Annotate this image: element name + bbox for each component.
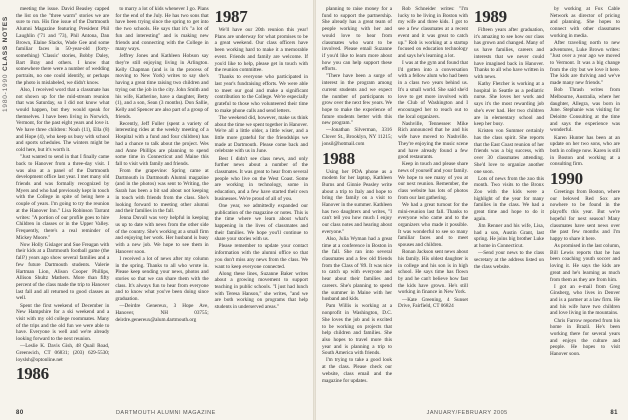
class-year-heading: 1988: [322, 148, 355, 168]
left-column-2: [115, 6, 208, 384]
right-column-1: [322, 6, 392, 385]
class-note-paragraph: Karen Hunter has been at an update on her two sons, who are both in college now. Karen is still in Boston and working at a consulting firm.: [550, 134, 620, 168]
class-note-paragraph: Please remember to update your contact information with the alumni office so that you don't miss any news from the class. We want to keep everyone connected.: [214, 243, 308, 270]
right-column-3: [474, 6, 544, 385]
left-column-3: [215, 6, 308, 384]
side-label: [2, 16, 13, 396]
page-number-right: 81: [610, 410, 618, 416]
class-note-paragraph: Also, Julia Wyman had a great time at a conference in Boston in the fall. She ran into several classmates and a few old friends from the Class of '89. It was nice to catch up with everyone and hear about their families and careers. She's planning to spend the summer in Maine with her husband and kids.: [322, 235, 392, 303]
class-note-paragraph: Kathy Fletcher is working at a hospital in Seattle as a pediatric nurse. She loves her work and says it's the most rewarding job she's ever had. Her two children are in elementary school and keep her busy.: [474, 81, 544, 128]
side-label-years: 1980-1990: [2, 73, 9, 112]
right-columns: [322, 6, 620, 385]
page-number-left: 80: [16, 410, 24, 416]
class-note-paragraph: —Deirdre Genereux, 3 Hope Ave, Hanover, NH 03755; deirdre.genereux@alum.dartmouth.org: [115, 303, 209, 323]
class-note-paragraph: Keep in touch and please share news of yourself and your family. We hope to see many of you at our next reunion. Remember, the class website has lots of photos from our last gathering.: [398, 161, 468, 201]
class-note-paragraph: —Jonathan Silverman, 3316 Clover St., Brooklyn, NY 11215; jonsil@hotmail.com: [322, 127, 392, 147]
publication-name: DARTMOUTH ALUMNI MAGAZINE: [115, 410, 216, 416]
class-note-paragraph: Nashville, Tennessee: Mike Rich announced that he and his wife have moved to Nashville. They're enjoying the music scene and have already found a few good restaurants.: [398, 120, 468, 161]
class-note-paragraph: Recently, Jeff Fuller (spent a variety of interesting rides at the weekly meeting of a Hospital with a fund and four children) has had a chance to talk about the project. Wes and Anne Phillips are planning to spend some time in Connecticut and Maine this fall to visit with family and friends.: [115, 120, 209, 167]
class-note-paragraph: Greetings from Boston, where our beloved Red Sox are nowhere to be found in the playoffs this year. But we're hopeful for next season! Many classmates have sent news over the past few months and I'm happy to share it here.: [550, 189, 620, 242]
class-note-paragraph: Rob Schneider writes: "I'm lucky to be living in Boston with my wife and three kids. I got to see a few classmates at a recent event and it was great to catch up." Rob is working at a startup focused on education technology and says he's learning a lot.: [398, 6, 468, 59]
left-columns: [16, 6, 308, 384]
class-note-paragraph: Now Holly Gislager and Sue Freagan with their kids at a Dartmouth football game (the fall?) years ago show several families and a few future Dartmouth students. Valerie Hartman Lion, Alison Cooper Phillips, Allison Shultz Mathers. More than fifty percent of the class made the trip to Hanover last fall and all returned to good classes as well.: [16, 241, 110, 302]
class-note-paragraph: —Kate Greening, 4 Sunset Drive, Fairfield, CT 06824: [398, 296, 468, 310]
class-note-paragraph: —Send your news to the class secretary at the address listed on the class website.: [474, 250, 544, 270]
class-note-paragraph: After traveling north to new adventures, Luke Brown writes: "Just over a year ago we moved to Vermont. It was a big change from the city but we love it here. The kids are thriving and we've made many new friends.": [550, 39, 620, 87]
right-page: [316, 0, 628, 420]
class-note-paragraph: From the grapevine: Spring came at Dartmouth in Dartmouth Alumni magazine (and in the photos) was sent to Writing, the Sarah has been a bit sad about not keeping in touch with friends from the class. She's looking forward to meeting other alumni and their families in the fall.: [115, 168, 209, 215]
class-note-paragraph: to marry a lot of kids whenever I go. Plans for the end of the July. He has two sons that have been trying since the spring to get into the two schools. He says that it's "a lot of fun and interesting" and is making new friends and connecting with the College in many ways.: [115, 6, 209, 53]
class-note-paragraph: Best I didn't see class news, and only further news about a number of the classmates. It was great to hear from several people who live on the West Coast. Some are working in technology, some in education, and a few have started their own businesses. We're proud of all of you.: [214, 155, 308, 202]
class-note-paragraph: Chris Farrow reported from his home in Brazil. He's been working there for several years and enjoys the culture and people. He hopes to visit Hanover soon.: [550, 317, 620, 358]
class-note-paragraph: We'll have our 20th reunion this year! Plans are underway for what promises to be a great weekend. Our class officers have been working hard to make it a memorable event. Friends and family are welcome. If you'd like to help, please get in touch with the reunion committee.: [214, 27, 308, 74]
class-note-paragraph: planning to raise money for a fund to support the partnership. She already has a great team of people working with her and would love to hear from classmates who want to be involved. Please email Suzanne if you'd like to learn more about how you can help support these efforts.: [322, 6, 392, 73]
class-note-paragraph: by working at Fox Cable Network as director of pricing and planning. She hopes to connect with other classmates working in media.: [550, 6, 620, 39]
class-note-paragraph: I was at the gym and found that I'd gotten into a conversation with a fellow alum who had been in a class two years behind us. It's a small world. She said she'd love to get more involved with the Club of Washington and I encouraged her to reach out to the local organizers.: [398, 60, 468, 120]
right-footer: [324, 410, 618, 416]
class-note-paragraph: Fifteen years after graduation, it's amazing to see how our class has grown and changed. Many of us have families, careers and interests that we never could have imagined back in Hanover. Thanks to all who have written in with news.: [474, 27, 544, 80]
class-note-paragraph: I received a lot of news after my column in the spring. Thanks to all who wrote in. Please keep sending your news, photos and stories so that we can share them with the class. It's always fun to hear from everyone and to know what you've been doing since graduation.: [115, 255, 209, 303]
class-note-paragraph: meeting the issue. David Beasley capped the list on the "three warm" stories we are sure to run. His fine issue of the Dartmouth Alumni Magazine featuring President Phil Laughlin ('71 and '73), Phil Antona, Dan Brown, Elaine Slacks, Wade Gee and some familiar faces in 50-year-old (forty-something) 'Classic' stories, Bobby Daley, Bart Bray and others. I know that somewhere there were a number of wedding portraits, no one could identify, or perhaps the photo is mislabeled, we didn't know.: [16, 6, 110, 86]
class-note-paragraph: Bob Thrash writes from Melbourne, Australia, where her daughter, Allegra, was born in June. Stephanie was visiting for Deloitte Consulting at the time and says the experience was wonderful.: [550, 87, 620, 134]
class-year-heading: 1987: [214, 7, 248, 26]
class-note-paragraph: "There have been a surge of interest in the program among current students and we expect the number of participants to grow over the next few years. We hope to make the experience of future students better with this new program.": [322, 73, 392, 127]
right-column-4: [550, 6, 620, 385]
class-note-paragraph: Ronan Jackson sent news about his family. His oldest daughter is in college and his son is in high school. He says time has flown by and he can't believe how fast the kids have grown. He's still working in finance in New York.: [398, 249, 468, 296]
class-note-paragraph: Jeffrey Jones and Kathleen Hobson say they're still enjoying living in Arlington. Kelly Chapman (and is in the process of moving to New York) writes to say she's having a great time raising two children and trying out the job in the city. John Smith and his wife, Katherine, have a daughter, Betty (1), and a son, Sean (3 months). Don Sallie, Kelly and Spencer are also part of a group of friends.: [115, 53, 209, 120]
class-note-paragraph: As promised in the last column, Bill Lewis reports that he has been coaching youth soccer and loving it. He says the kids are great and he's learning as much from them as they are from him.: [550, 243, 620, 283]
class-year-heading: 1989: [474, 7, 507, 26]
class-note-paragraph: "Just wanted to send in that I finally came back to Hanover from a three-day visit. I was also at a panel of the Dartmouth development office last year. I met many old friends and was formally recognized by Myers and who had previously kept in touch with the College in spite of being here a couple of years. I'm going to try the reunion at the Hanover Inn." Lisa Robinson Tarrant writes: "A portion of our profile goes to hire Children in classes or in the Upper Valley. Frequently, there's a real reminder of Mickey Moore.": [16, 154, 110, 241]
class-note-paragraph: Jenna Duvall was very helpful in keeping us up to date with news from the other side of the country. She's working at a small firm and enjoying her work. Her husband is busy with a new job. We hope to see them in Hanover soon.: [115, 215, 209, 255]
class-note-paragraph: Thanks to everyone who participated in last year's fundraising efforts. We were able to meet our goal and make a significant contribution to the College. We're especially grateful to those who volunteered their time to make phone calls and send letters.: [214, 74, 308, 114]
left-footer: [16, 410, 308, 416]
class-note-paragraph: The weekend did, however, make us think about the time we spent together in Hanover. We're all a little older, a little wiser, and a little more grateful for the friendships we made at Dartmouth. Please come back and celebrate with us in June.: [214, 114, 308, 155]
class-year-heading: 1986: [16, 364, 49, 384]
class-note-paragraph: Using her PDA phone as a modem for her laptop, Kathleen Burns and Ginnie Peasley write about a trip to Italy and hope to bring the family on a visit to Hanover in the summer. Kathleen has two daughters and writes, "I can't tell you how much I enjoy our class notes and hearing about everyone.": [322, 168, 392, 235]
class-note-paragraph: We had a great turnout for the mini-reunion last fall. Thanks to everyone who came and to the organizers who made it possible. It was wonderful to see so many familiar faces and to meet spouses and children.: [398, 201, 468, 249]
class-note-paragraph: Along these lines, Suzanne Baker writes about a growing movement to support teaching in public schools. "I just had lunch with Teresa Hanson," she writes, "and we are both working on programs that help students in underserved areas.": [214, 270, 308, 311]
class-year-heading: 1990: [550, 169, 583, 189]
left-column-1: [16, 6, 109, 384]
side-label-section: CLASS NOTES: [2, 16, 9, 72]
class-note-paragraph: I got an e-mail from Greg Ginsberg, who lives in Denver and is a partner at a law firm. He and his wife have two children and love living in the mountains.: [550, 283, 620, 317]
class-note-paragraph: Pam Willis is working at a nonprofit in Washington, D.C. She loves the job and is excited to be working on projects that help children and families. She also hopes to travel more this year and is planning a trip to South America with friends.: [322, 303, 392, 357]
right-column-2: [398, 6, 468, 385]
class-note-paragraph: Jim Renner and his wife, Lisa, had a son, Austin Grant, last spring. He joins big brother Luke at home in Connecticut.: [474, 222, 544, 250]
class-note-paragraph: One year, we admittedly expanded our publication of the magazine or notes. This is the time where we learn about what's happening in the lives of classmates and their families. We hope you'll continue to share your stories with us.: [214, 202, 308, 243]
class-note-paragraph: Kristen von Summer certainly has the class spirit. She reports that the East Coast reunion of her friends was a big success, with over 30 classmates attending. She'd love to organize another one soon.: [474, 128, 544, 175]
class-note-paragraph: —Leslie K. Davis Gish, 48 Quail Road, Greenwich, CT 06831; (203) 629-5530; loyslsh@optonline.net: [16, 343, 110, 363]
class-note-paragraph: I'm trying to take a good look at the class. Please check our website, class email and the magazine for updates.: [322, 357, 392, 384]
class-note-paragraph: Lots of news from the zoo this month. Two visits to the Bronx Zoo with the kids were a highlight of the year for many families in the class. We had a great time and hope to do it again.: [474, 175, 544, 222]
issue-date: JANUARY/FEBRUARY 2005: [426, 410, 508, 416]
class-note-paragraph: Spent the first weekend of December in New Hampshire for a ski weekend and a visit with my old college roommates. Many of the trips and the old fun we were able to have. Everyone is well and we're already looking forward to the next reunion.: [16, 302, 110, 343]
class-note-paragraph: Also, I received word that a classmate has not shown up for the mid-stream reunion that was Saturday, so I did not know what would happen, but they would speak for themselves. I have been living in Norwich, Vermont, for the past eight years and love it. We have three children: Noah (11), Ella (8) and Hope (4), who keep us busy with school and sports schedules. The winters might be cold here, but it's worth it.: [16, 86, 110, 154]
